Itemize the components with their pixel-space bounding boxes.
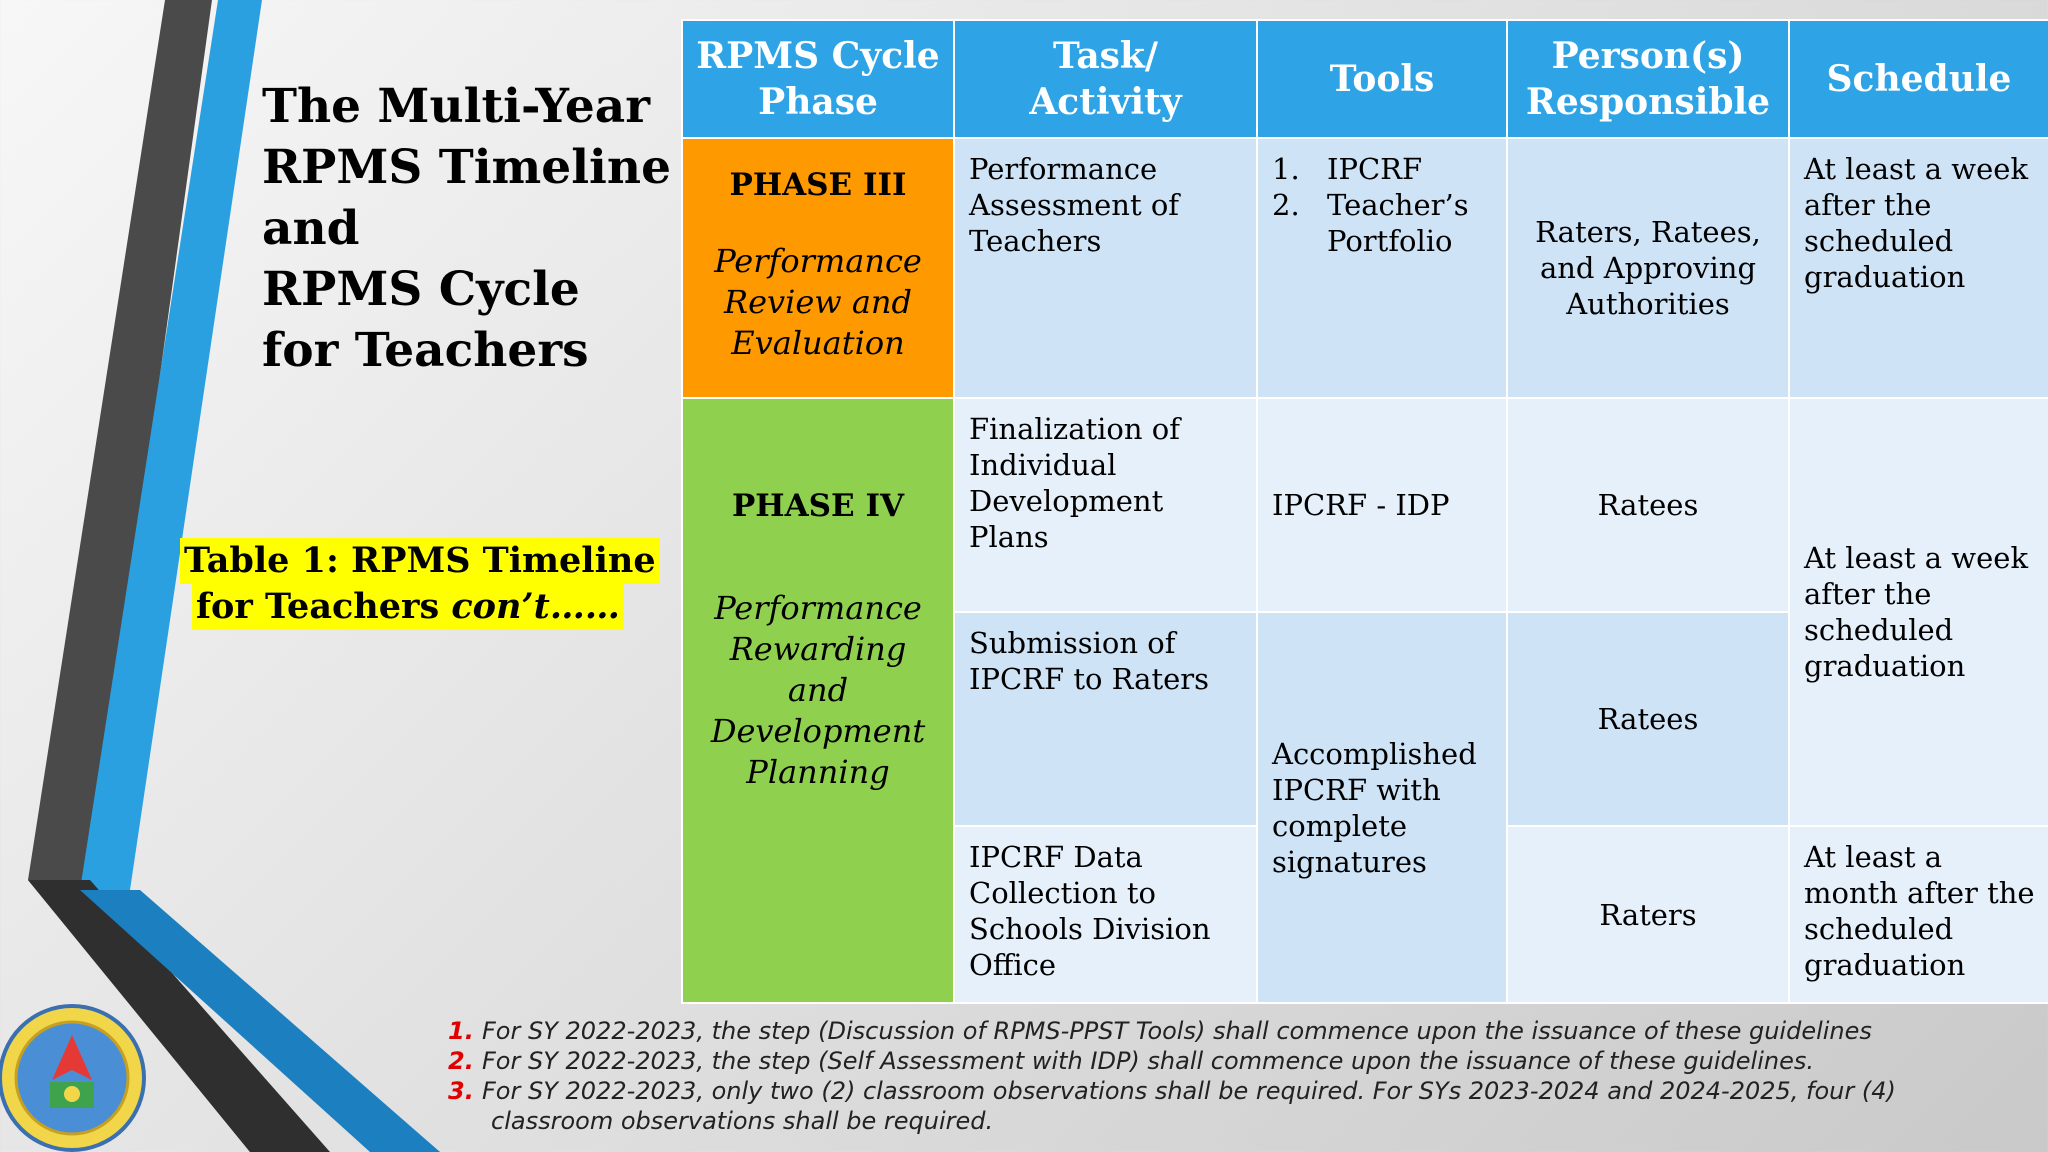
phase3-tools [1257,138,1507,398]
phase3-title: PHASE III [729,167,907,203]
phase4-subtitle: Performance Rewarding and Development Planning [710,589,926,791]
phase4-task: Submission of IPCRF to Raters [954,612,1257,826]
table-caption [180,538,680,630]
phase4-task: IPCRF Data Collection to Schools Division Office [954,826,1257,1003]
title-line: RPMS Timeline [262,140,671,195]
phase4-person: Raters [1507,826,1789,1003]
phase4-cell [682,398,954,1003]
phase4-person: Ratees [1507,612,1789,826]
footnote: 1. For SY 2022-2023, the step (Discussion of RPMS-PPST Tools) shall commence upon the issuance of these guidelines [448,1017,1872,1045]
phase4-schedule: At least a month after the scheduled graduation [1789,826,2048,1003]
table-row-phase3 [682,138,2048,398]
table-header-row [682,20,2048,138]
tool-item: 1. IPCRF [1272,152,1423,186]
caption-line-2 [192,584,624,630]
table-row-phase4-1 [682,398,2048,612]
title-line: The Multi-Year [262,79,650,134]
title-line: and [262,201,360,256]
phase3-task: Performance Assessment of Teachers [954,138,1257,398]
title-line: for Teachers [262,323,589,378]
footnote: 2. For SY 2022-2023, the step (Self Assessment with IDP) shall commence upon the issuance of these guidelines. [448,1047,1814,1075]
title-line: RPMS Cycle [262,262,580,317]
phase3-schedule: At least a week after the scheduled graduation [1789,138,2048,398]
phase4-task: Finalization of Individual Development Plans [954,398,1257,612]
slide-title [262,76,682,381]
phase3-subtitle: Performance Review and Evaluation [714,242,922,362]
header-schedule: Schedule [1789,20,2048,138]
phase4-tools: Accomplished IPCRF with complete signatures [1257,612,1507,1003]
header-phase: RPMS Cycle Phase [682,20,954,138]
caption-line-1: Table 1: RPMS Timeline [180,538,660,584]
footnotes [448,1016,2028,1136]
deped-seal-icon [0,1006,144,1150]
phase4-title: PHASE IV [731,488,904,524]
phase4-tools: IPCRF - IDP [1257,398,1507,612]
phase3-cell [682,138,954,398]
tool-item: 2. Teacher’s Portfolio [1272,188,1469,258]
phase4-person: Ratees [1507,398,1789,612]
phase3-person: Raters, Ratees, and Approving Authorities [1507,138,1789,398]
caption-line-2-text: for Teachers [196,586,452,627]
phase4-schedule-shared: At least a week after the scheduled graduation [1789,398,2048,826]
footnote-continuation: classroom observations shall be required. [491,1107,994,1135]
header-person: Person(s) Responsible [1507,20,1789,138]
caption-line-2-italic: con’t…… [451,586,620,627]
header-tools: Tools [1257,20,1507,138]
header-task: Task/ Activity [954,20,1257,138]
rpms-timeline-table [681,19,2048,1004]
footnote: 3. For SY 2022-2023, only two (2) classroom observations shall be required. For SYs 2023-2024 and 2024-2025, four (4) [448,1077,1896,1105]
